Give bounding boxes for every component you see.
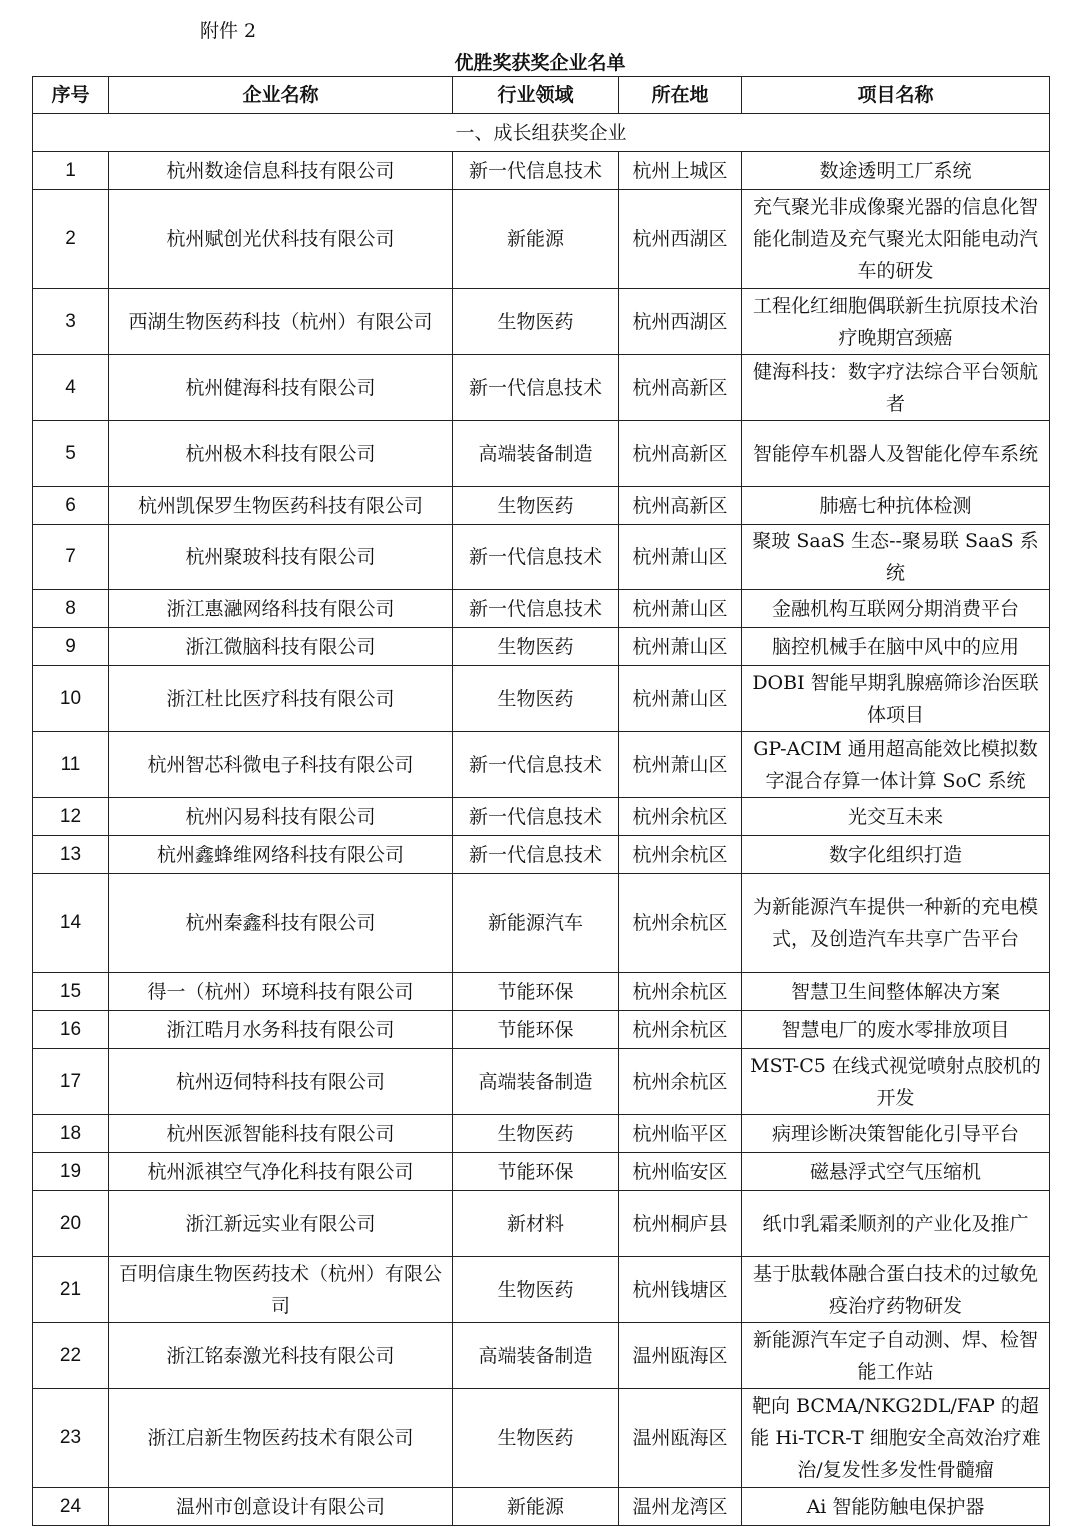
table-row (33, 152, 1050, 190)
table-row (33, 487, 1050, 525)
location: 杭州临平区 (619, 1115, 742, 1153)
industry-field: 生物医药 (453, 1257, 619, 1323)
project-name: 基于肽载体融合蛋白技术的过敏免疫治疗药物研发 (742, 1257, 1050, 1323)
project-name: DOBI 智能早期乳腺癌筛诊治医联体项目 (742, 666, 1050, 732)
project-name: 新能源汽车定子自动测、焊、检智能工作站 (742, 1323, 1050, 1389)
industry-field: 节能环保 (453, 1011, 619, 1049)
project-name: 数字化组织打造 (742, 836, 1050, 874)
company-name: 杭州赋创光伏科技有限公司 (109, 190, 453, 289)
table-row (33, 874, 1050, 973)
project-name: MST-C5 在线式视觉喷射点胶机的开发 (742, 1049, 1050, 1115)
industry-field: 新能源 (453, 1488, 619, 1526)
project-name: 智慧电厂的废水零排放项目 (742, 1011, 1050, 1049)
table-row (33, 355, 1050, 421)
row-number: 9 (33, 628, 109, 666)
section-label: 一、成长组获奖企业 (33, 114, 1050, 152)
location: 杭州萧山区 (619, 590, 742, 628)
industry-field: 高端装备制造 (453, 421, 619, 487)
table-row (33, 289, 1050, 355)
section-row (33, 114, 1050, 152)
location: 杭州西湖区 (619, 289, 742, 355)
award-table (32, 76, 1050, 1526)
project-name: 纸巾乳霜柔顺剂的产业化及推广 (742, 1191, 1050, 1257)
company-name: 杭州医派智能科技有限公司 (109, 1115, 453, 1153)
header-no: 序号 (33, 77, 109, 114)
location: 杭州高新区 (619, 487, 742, 525)
company-name: 温州市创意设计有限公司 (109, 1488, 453, 1526)
location: 杭州临安区 (619, 1153, 742, 1191)
row-number: 20 (33, 1191, 109, 1257)
industry-field: 生物医药 (453, 289, 619, 355)
project-name: 健海科技：数字疗法综合平台领航者 (742, 355, 1050, 421)
table-row (33, 1323, 1050, 1389)
row-number: 10 (33, 666, 109, 732)
industry-field: 新一代信息技术 (453, 798, 619, 836)
location: 杭州高新区 (619, 421, 742, 487)
table-row (33, 732, 1050, 798)
table-row (33, 666, 1050, 732)
table-row (33, 628, 1050, 666)
location: 杭州余杭区 (619, 1049, 742, 1115)
project-name: 智能停车机器人及智能化停车系统 (742, 421, 1050, 487)
location: 杭州萧山区 (619, 628, 742, 666)
project-name: 磁悬浮式空气压缩机 (742, 1153, 1050, 1191)
industry-field: 生物医药 (453, 666, 619, 732)
project-name: Ai 智能防触电保护器 (742, 1488, 1050, 1526)
company-name: 杭州闪易科技有限公司 (109, 798, 453, 836)
industry-field: 节能环保 (453, 1153, 619, 1191)
project-name: 肺癌七种抗体检测 (742, 487, 1050, 525)
industry-field: 新一代信息技术 (453, 732, 619, 798)
project-name: GP-ACIM 通用超高能效比模拟数字混合存算一体计算 SoC 系统 (742, 732, 1050, 798)
row-number: 21 (33, 1257, 109, 1323)
table-row (33, 798, 1050, 836)
table-row (33, 1153, 1050, 1191)
company-name: 浙江铭泰激光科技有限公司 (109, 1323, 453, 1389)
location: 温州龙湾区 (619, 1488, 742, 1526)
project-name: 智慧卫生间整体解决方案 (742, 973, 1050, 1011)
industry-field: 高端装备制造 (453, 1049, 619, 1115)
location: 杭州余杭区 (619, 874, 742, 973)
project-name: 靶向 BCMA/NKG2DL/FAP 的超能 Hi-TCR-T 细胞安全高效治疗难治/复发性多发性骨髓瘤 (742, 1389, 1050, 1488)
table-row (33, 973, 1050, 1011)
project-name: 为新能源汽车提供一种新的充电模式，及创造汽车共享广告平台 (742, 874, 1050, 973)
row-number: 13 (33, 836, 109, 874)
company-name: 杭州健海科技有限公司 (109, 355, 453, 421)
location: 杭州萧山区 (619, 666, 742, 732)
table-row (33, 190, 1050, 289)
company-name: 杭州智芯科微电子科技有限公司 (109, 732, 453, 798)
company-name: 得一（杭州）环境科技有限公司 (109, 973, 453, 1011)
industry-field: 新一代信息技术 (453, 355, 619, 421)
company-name: 浙江微脑科技有限公司 (109, 628, 453, 666)
row-number: 14 (33, 874, 109, 973)
header-location: 所在地 (619, 77, 742, 114)
location: 杭州萧山区 (619, 732, 742, 798)
project-name: 充气聚光非成像聚光器的信息化智能化制造及充气聚光太阳能电动汽车的研发 (742, 190, 1050, 289)
row-number: 11 (33, 732, 109, 798)
industry-field: 节能环保 (453, 973, 619, 1011)
company-name: 杭州极木科技有限公司 (109, 421, 453, 487)
header-industry: 行业领域 (453, 77, 619, 114)
company-name: 杭州鑫蜂维网络科技有限公司 (109, 836, 453, 874)
row-number: 16 (33, 1011, 109, 1049)
table-row (33, 421, 1050, 487)
location: 杭州余杭区 (619, 798, 742, 836)
project-name: 脑控机械手在脑中风中的应用 (742, 628, 1050, 666)
table-row (33, 1257, 1050, 1323)
row-number: 1 (33, 152, 109, 190)
table-row (33, 1389, 1050, 1488)
industry-field: 新一代信息技术 (453, 525, 619, 590)
company-name: 杭州迈伺特科技有限公司 (109, 1049, 453, 1115)
company-name: 浙江杜比医疗科技有限公司 (109, 666, 453, 732)
table-row (33, 1115, 1050, 1153)
header-project: 项目名称 (742, 77, 1050, 114)
industry-field: 新一代信息技术 (453, 152, 619, 190)
location: 杭州高新区 (619, 355, 742, 421)
industry-field: 生物医药 (453, 1115, 619, 1153)
location: 温州瓯海区 (619, 1389, 742, 1488)
row-number: 23 (33, 1389, 109, 1488)
row-number: 19 (33, 1153, 109, 1191)
industry-field: 新材料 (453, 1191, 619, 1257)
project-name: 病理诊断决策智能化引导平台 (742, 1115, 1050, 1153)
header-company: 企业名称 (109, 77, 453, 114)
company-name: 浙江晧月水务科技有限公司 (109, 1011, 453, 1049)
location: 杭州钱塘区 (619, 1257, 742, 1323)
row-number: 2 (33, 190, 109, 289)
company-name: 浙江新远实业有限公司 (109, 1191, 453, 1257)
industry-field: 高端装备制造 (453, 1323, 619, 1389)
location: 杭州桐庐县 (619, 1191, 742, 1257)
location: 杭州西湖区 (619, 190, 742, 289)
row-number: 22 (33, 1323, 109, 1389)
industry-field: 新一代信息技术 (453, 590, 619, 628)
table-row (33, 1011, 1050, 1049)
row-number: 3 (33, 289, 109, 355)
industry-field: 生物医药 (453, 1389, 619, 1488)
row-number: 6 (33, 487, 109, 525)
row-number: 8 (33, 590, 109, 628)
company-name: 杭州聚玻科技有限公司 (109, 525, 453, 590)
row-number: 12 (33, 798, 109, 836)
table-row (33, 1488, 1050, 1526)
row-number: 17 (33, 1049, 109, 1115)
company-name: 浙江启新生物医药技术有限公司 (109, 1389, 453, 1488)
project-name: 金融机构互联网分期消费平台 (742, 590, 1050, 628)
company-name: 杭州派祺空气净化科技有限公司 (109, 1153, 453, 1191)
industry-field: 新一代信息技术 (453, 836, 619, 874)
table-row (33, 1049, 1050, 1115)
company-name: 杭州数途信息科技有限公司 (109, 152, 453, 190)
row-number: 15 (33, 973, 109, 1011)
company-name: 百明信康生物医药技术（杭州）有限公司 (109, 1257, 453, 1323)
industry-field: 新能源汽车 (453, 874, 619, 973)
row-number: 18 (33, 1115, 109, 1153)
company-name: 浙江惠瀜网络科技有限公司 (109, 590, 453, 628)
document-title: 优胜奖获奖企业名单 (454, 52, 626, 74)
table-row (33, 590, 1050, 628)
company-name: 杭州凯保罗生物医药科技有限公司 (109, 487, 453, 525)
row-number: 24 (33, 1488, 109, 1526)
table-row (33, 525, 1050, 590)
location: 杭州余杭区 (619, 1011, 742, 1049)
project-name: 聚玻 SaaS 生态--聚易联 SaaS 系统 (742, 525, 1050, 590)
company-name: 杭州秦鑫科技有限公司 (109, 874, 453, 973)
project-name: 光交互未来 (742, 798, 1050, 836)
table-row (33, 1191, 1050, 1257)
industry-field: 生物医药 (453, 628, 619, 666)
location: 杭州余杭区 (619, 973, 742, 1011)
project-name: 数途透明工厂系统 (742, 152, 1050, 190)
annex-label: 附件 2 (200, 20, 257, 42)
industry-field: 生物医药 (453, 487, 619, 525)
row-number: 4 (33, 355, 109, 421)
location: 杭州萧山区 (619, 525, 742, 590)
row-number: 7 (33, 525, 109, 590)
row-number: 5 (33, 421, 109, 487)
location: 温州瓯海区 (619, 1323, 742, 1389)
industry-field: 新能源 (453, 190, 619, 289)
table-header-row (33, 77, 1050, 114)
company-name: 西湖生物医药科技（杭州）有限公司 (109, 289, 453, 355)
project-name: 工程化红细胞偶联新生抗原技术治疗晚期宫颈癌 (742, 289, 1050, 355)
location: 杭州上城区 (619, 152, 742, 190)
table-row (33, 836, 1050, 874)
location: 杭州余杭区 (619, 836, 742, 874)
